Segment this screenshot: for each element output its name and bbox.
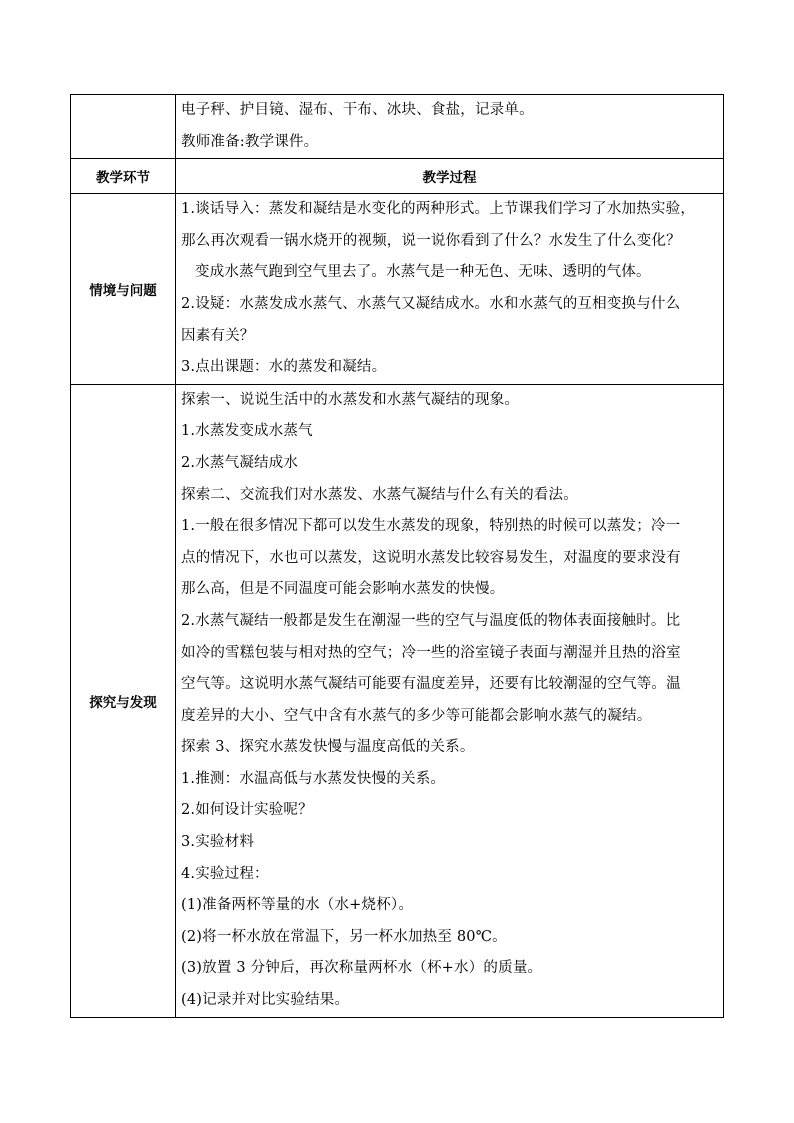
content-line: 探索 3、探究水蒸发快慢与温度高低的关系。	[181, 739, 475, 756]
section-label-situation: 情境与问题	[71, 194, 176, 385]
content-line: (2)将一杯水放在常温下，另一杯水加热至 80℃。	[181, 928, 507, 945]
content-line: 2.设疑：水蒸发成水蒸气、水蒸气又凝结成水。水和水蒸气的互相变换与什么	[181, 295, 681, 312]
header-stage: 教学环节	[71, 159, 176, 194]
lesson-plan-table	[70, 94, 724, 1018]
materials-label-cell	[71, 95, 176, 159]
content-line: 度差异的大小、空气中含有水蒸气的多少等可能都会影响水蒸气的凝结。	[181, 707, 652, 724]
section-label-explore: 探究与发现	[71, 384, 176, 1017]
content-line: 变成水蒸气跑到空气里去了。水蒸气是一种无色、无味、透明的气体。	[195, 264, 651, 281]
content-line: 2.如何设计实验呢？	[181, 802, 313, 819]
materials-line: 电子秤、护目镜、湿布、干布、冰块、食盐，记录单。	[181, 102, 534, 118]
content-line: 因素有关？	[181, 327, 255, 344]
content-line: 1.水蒸发变成水蒸气	[181, 423, 313, 440]
content-line: 空气等。这说明水蒸气凝结可能要有温度差异，还要有比较潮湿的空气等。温	[181, 676, 681, 693]
section-row-situation	[71, 194, 724, 385]
content-line: (3)放置 3 分钟后，再次称量两杯水（杯+水）的质量。	[181, 960, 543, 977]
content-line: 探索二、交流我们对水蒸发、水蒸气凝结与什么有关的看法。	[181, 486, 578, 503]
content-line: 那么再次观看一锅水烧开的视频，说一说你看到了什么？水发生了什么变化？	[181, 232, 681, 249]
content-line: 3.实验材料	[181, 834, 255, 851]
section-content-situation	[176, 194, 724, 385]
content-line: 如冷的雪糕包装与相对热的空气；冷一些的浴室镜子表面与潮湿并且热的浴室	[181, 644, 681, 661]
content-line: 那么高，但是不同温度可能会影响水蒸发的快慢。	[181, 581, 505, 598]
materials-line: 教师准备:教学课件。	[181, 133, 319, 150]
content-line: (1)准备两杯等量的水（水+烧杯）。	[181, 897, 414, 914]
section-row-explore	[71, 384, 724, 1017]
content-line: 点的情况下，水也可以蒸发，这说明水蒸发比较容易发生，对温度的要求没有	[181, 549, 681, 566]
content-line: 探索一、说说生活中的水蒸发和水蒸气凝结的现象。	[181, 391, 520, 408]
header-row	[71, 159, 724, 194]
content-line: 2.水蒸气凝结成水	[181, 454, 299, 471]
materials-row	[71, 95, 724, 159]
materials-cell	[176, 95, 724, 159]
header-process: 教学过程	[176, 159, 724, 194]
content-line: 2.水蒸气凝结一般都是发生在潮湿一些的空气与温度低的物体表面接触时。比	[181, 612, 681, 629]
content-line: 1.谈话导入：蒸发和凝结是水变化的两种形式。上节课我们学习了水加热实验，	[181, 201, 696, 218]
content-line: (4)记录并对比实验结果。	[181, 992, 350, 1009]
content-line: 1.一般在很多情况下都可以发生水蒸发的现象，特别热的时候可以蒸发；冷一	[181, 518, 681, 535]
content-line: 1.推测：水温高低与水蒸发快慢的关系。	[181, 770, 446, 787]
content-line: 4.实验过程：	[181, 865, 269, 882]
content-line: 3.点出课题：水的蒸发和凝结。	[181, 359, 387, 376]
section-content-explore	[176, 384, 724, 1017]
